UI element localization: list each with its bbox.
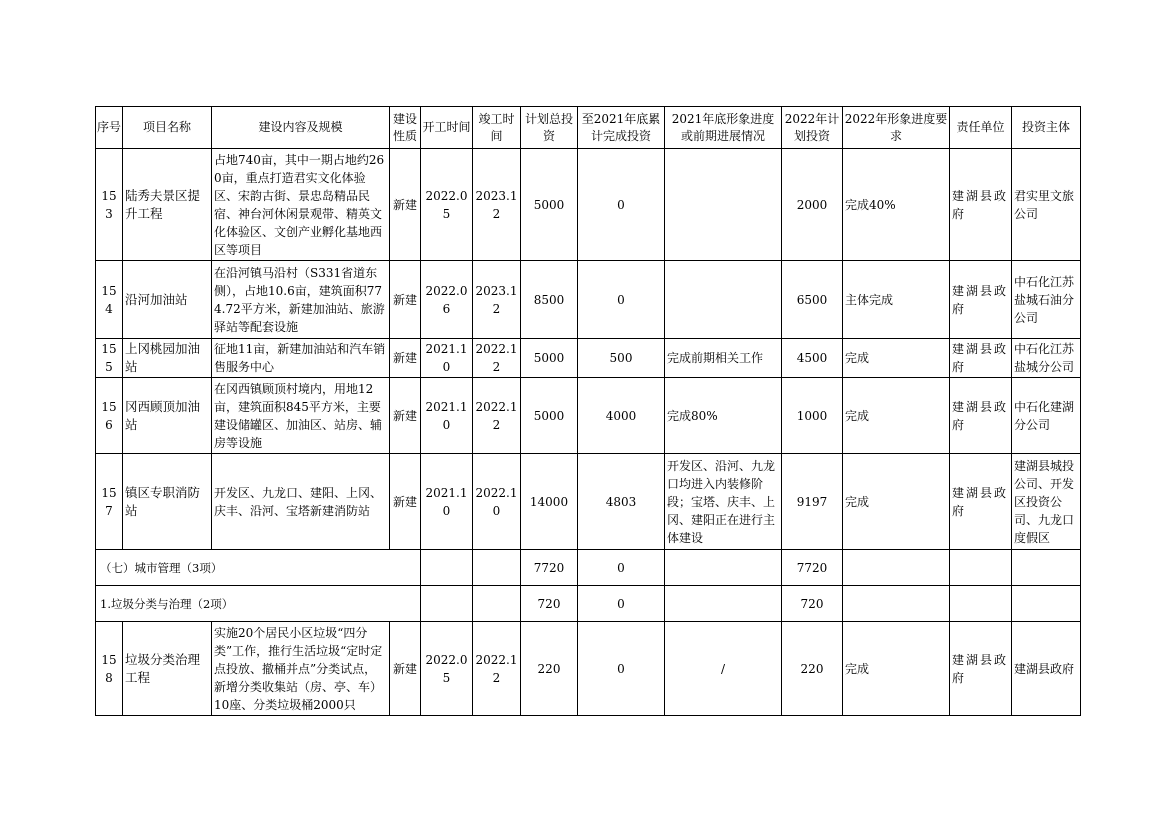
- cell-name: 上冈桃园加油站: [123, 339, 212, 378]
- cell-done2021: 0: [578, 149, 665, 261]
- cell-unit: 建湖县政府: [950, 261, 1012, 339]
- header-seq: 序号: [96, 107, 123, 149]
- header-row: [96, 107, 1081, 149]
- cell-req2022: 主体完成: [843, 261, 950, 339]
- cell-start: 2022.05: [421, 149, 473, 261]
- cell-seq: 153: [96, 149, 123, 261]
- cell-content: 实施20个居民小区垃圾“四分类”工作，推行生活垃圾“定时定点投放、撤桶并点”分类试点，新增分类收集站（房、亭、车）10座、分类垃圾桶2000只: [212, 622, 390, 716]
- cell-progress2021: 完成80%: [665, 378, 782, 454]
- cell-total: 720: [521, 586, 578, 622]
- cell-name: 沿河加油站: [123, 261, 212, 339]
- cell-total: 8500: [521, 261, 578, 339]
- section-row: [96, 550, 1081, 586]
- cell-start: 2021.10: [421, 378, 473, 454]
- cell-progress2021: 完成前期相关工作: [665, 339, 782, 378]
- cell-total: 7720: [521, 550, 578, 586]
- cell-end: 2022.12: [473, 378, 521, 454]
- cell-total: 14000: [521, 454, 578, 550]
- cell-progress2021: [665, 586, 782, 622]
- cell-req2022: 完成: [843, 378, 950, 454]
- header-investor: 投资主体: [1012, 107, 1081, 149]
- cell-req2022: 完成: [843, 622, 950, 716]
- cell-done2021: 0: [578, 586, 665, 622]
- cell-unit: 建湖县政府: [950, 454, 1012, 550]
- cell-progress2021: /: [665, 622, 782, 716]
- header-start: 开工时间: [421, 107, 473, 149]
- cell-seq: 157: [96, 454, 123, 550]
- cell-end: 2022.12: [473, 339, 521, 378]
- header-done2021: 至2021年底累计完成投资: [578, 107, 665, 149]
- cell-seq: 158: [96, 622, 123, 716]
- cell-end: 2022.10: [473, 454, 521, 550]
- header-name: 项目名称: [123, 107, 212, 149]
- cell-investor: [1012, 586, 1081, 622]
- header-content: 建设内容及规模: [212, 107, 390, 149]
- header-nature: 建设性质: [390, 107, 421, 149]
- table-row: [96, 622, 1081, 716]
- cell-end: 2023.12: [473, 261, 521, 339]
- cell-start: 2022.05: [421, 622, 473, 716]
- cell-req2022: 完成: [843, 339, 950, 378]
- cell-name: 冈西顾顶加油站: [123, 378, 212, 454]
- cell-total: 5000: [521, 339, 578, 378]
- cell-unit: [950, 550, 1012, 586]
- header-plan2022: 2022年计划投资: [782, 107, 843, 149]
- cell-nature: 新建: [390, 339, 421, 378]
- subsection-row: [96, 586, 1081, 622]
- cell-progress2021: 开发区、沿河、九龙口均进入内装修阶段；宝塔、庆丰、上冈、建阳正在进行主体建设: [665, 454, 782, 550]
- cell-done2021: 0: [578, 550, 665, 586]
- cell-done2021: 4803: [578, 454, 665, 550]
- cell-seq: 154: [96, 261, 123, 339]
- cell-done2021: 4000: [578, 378, 665, 454]
- header-unit: 责任单位: [950, 107, 1012, 149]
- cell-done2021: 0: [578, 622, 665, 716]
- subsection-label: 1.垃圾分类与治理（2项）: [96, 586, 421, 622]
- header-end: 竣工时间: [473, 107, 521, 149]
- cell-end: [473, 586, 521, 622]
- cell-investor: 中石化江苏盐城分公司: [1012, 339, 1081, 378]
- header-req2022: 2022年形象进度要求: [843, 107, 950, 149]
- cell-plan2022: 9197: [782, 454, 843, 550]
- cell-content: 开发区、九龙口、建阳、上冈、庆丰、沿河、宝塔新建消防站: [212, 454, 390, 550]
- cell-progress2021: [665, 550, 782, 586]
- cell-nature: 新建: [390, 149, 421, 261]
- header-total: 计划总投资: [521, 107, 578, 149]
- cell-plan2022: 2000: [782, 149, 843, 261]
- cell-nature: 新建: [390, 622, 421, 716]
- table-row: [96, 339, 1081, 378]
- cell-plan2022: 220: [782, 622, 843, 716]
- cell-investor: 中石化江苏盐城石油分公司: [1012, 261, 1081, 339]
- cell-nature: 新建: [390, 261, 421, 339]
- cell-unit: 建湖县政府: [950, 622, 1012, 716]
- cell-nature: 新建: [390, 454, 421, 550]
- cell-req2022: 完成: [843, 454, 950, 550]
- cell-unit: [950, 586, 1012, 622]
- cell-start: [421, 586, 473, 622]
- cell-plan2022: 720: [782, 586, 843, 622]
- cell-investor: 君实里文旅公司: [1012, 149, 1081, 261]
- cell-req2022: [843, 586, 950, 622]
- cell-start: 2021.10: [421, 339, 473, 378]
- cell-seq: 156: [96, 378, 123, 454]
- cell-nature: 新建: [390, 378, 421, 454]
- cell-progress2021: [665, 149, 782, 261]
- cell-unit: 建湖县政府: [950, 378, 1012, 454]
- cell-progress2021: [665, 261, 782, 339]
- cell-start: 2021.10: [421, 454, 473, 550]
- table-row: [96, 454, 1081, 550]
- cell-req2022: 完成40%: [843, 149, 950, 261]
- cell-content: 在沿河镇马沿村（S331省道东侧），占地10.6亩，建筑面积774.72平方米，新建加油站、旅游驿站等配套设施: [212, 261, 390, 339]
- cell-name: 镇区专职消防站: [123, 454, 212, 550]
- cell-end: 2022.12: [473, 622, 521, 716]
- cell-seq: 155: [96, 339, 123, 378]
- cell-content: 征地11亩，新建加油站和汽车销售服务中心: [212, 339, 390, 378]
- cell-plan2022: 1000: [782, 378, 843, 454]
- cell-content: 在冈西镇顾顶村境内，用地12亩，建筑面积845平方米，主要建设储罐区、加油区、站房、辅房等设施: [212, 378, 390, 454]
- cell-start: 2022.06: [421, 261, 473, 339]
- cell-start: [421, 550, 473, 586]
- table-row: [96, 378, 1081, 454]
- cell-investor: 建湖县政府: [1012, 622, 1081, 716]
- cell-investor: [1012, 550, 1081, 586]
- cell-content: 占地740亩，其中一期占地约260亩，重点打造君实文化体验区、宋韵古街、景忠岛精品民宿、神台河休闲景观带、精英文化体验区、文创产业孵化基地西区等项目: [212, 149, 390, 261]
- cell-name: 陆秀夫景区提升工程: [123, 149, 212, 261]
- cell-req2022: [843, 550, 950, 586]
- cell-total: 5000: [521, 149, 578, 261]
- cell-done2021: 500: [578, 339, 665, 378]
- table-row: [96, 261, 1081, 339]
- section-label: （七）城市管理（3项）: [96, 550, 421, 586]
- cell-plan2022: 4500: [782, 339, 843, 378]
- cell-total: 220: [521, 622, 578, 716]
- cell-unit: 建湖县政府: [950, 339, 1012, 378]
- cell-investor: 中石化建湖分公司: [1012, 378, 1081, 454]
- cell-plan2022: 6500: [782, 261, 843, 339]
- cell-end: [473, 550, 521, 586]
- cell-done2021: 0: [578, 261, 665, 339]
- table-row: [96, 149, 1081, 261]
- cell-total: 5000: [521, 378, 578, 454]
- cell-end: 2023.12: [473, 149, 521, 261]
- cell-plan2022: 7720: [782, 550, 843, 586]
- project-table: [95, 106, 1081, 716]
- cell-investor: 建湖县城投公司、开发区投资公司、九龙口度假区: [1012, 454, 1081, 550]
- cell-name: 垃圾分类治理工程: [123, 622, 212, 716]
- cell-unit: 建湖县政府: [950, 149, 1012, 261]
- header-progress2021: 2021年底形象进度或前期进展情况: [665, 107, 782, 149]
